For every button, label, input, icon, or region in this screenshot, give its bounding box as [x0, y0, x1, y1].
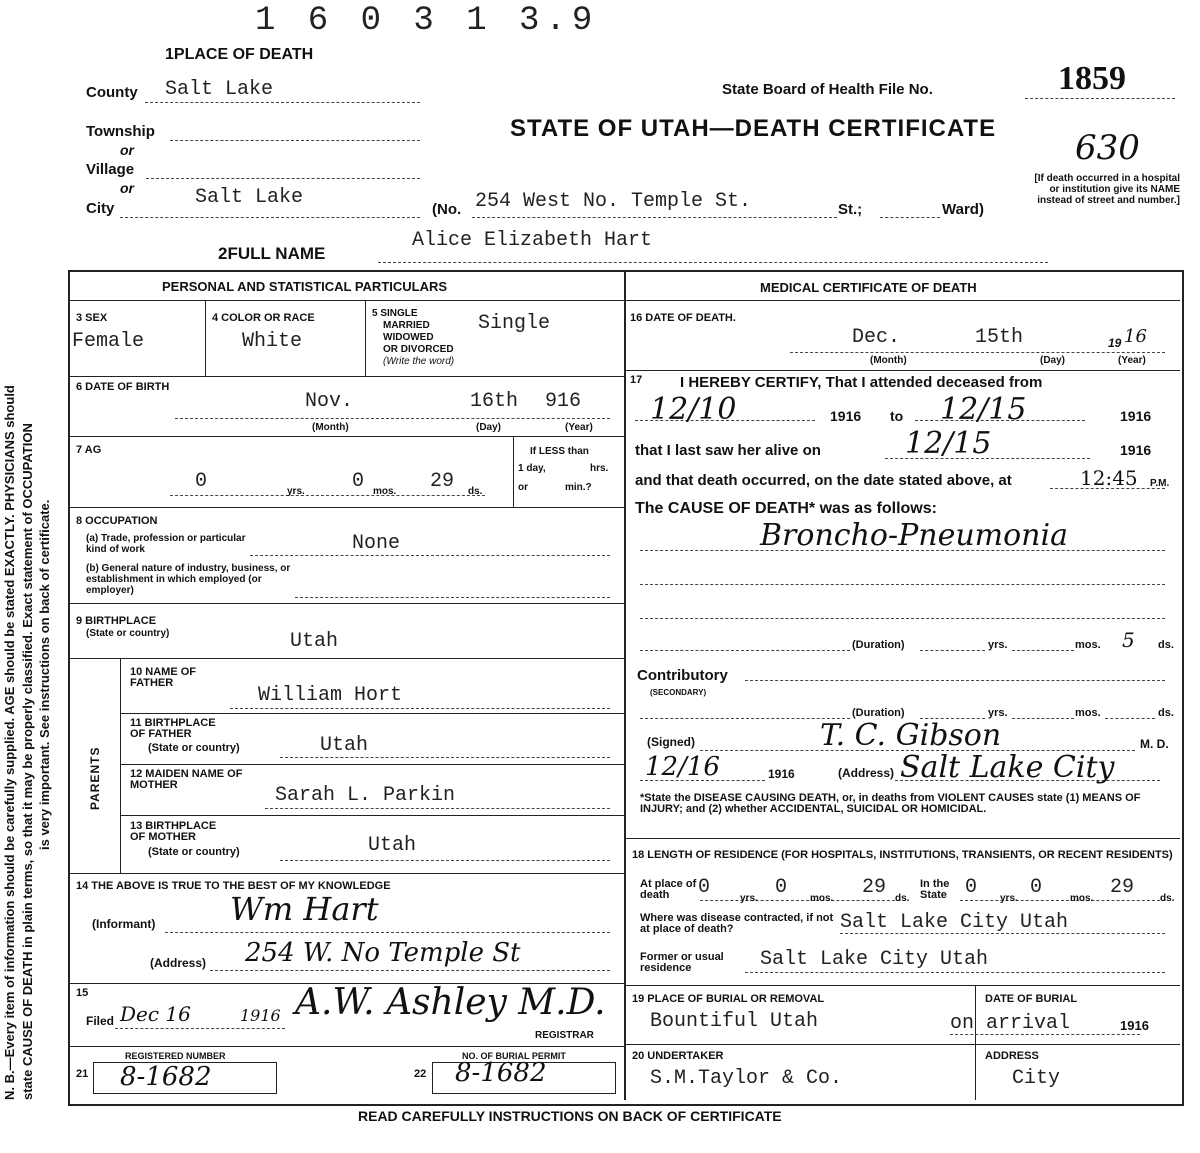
occ-value: None: [352, 532, 401, 555]
former-label: Former or usual residence: [640, 951, 724, 974]
informant-value: Wm Hart: [230, 890, 379, 928]
last-saw-text: that I last saw her alive on: [635, 442, 821, 459]
und-address-label: ADDRESS: [985, 1050, 1039, 1062]
contracted-value: Salt Lake City Utah: [840, 911, 1069, 934]
burial-date-label: DATE OF BURIAL: [985, 993, 1078, 1005]
res-place-ds-label: ds.: [895, 893, 910, 904]
duration-yrs-2: yrs.: [988, 707, 1008, 719]
cause-label: The CAUSE OF DEATH* was as follows:: [635, 500, 937, 517]
sex-label: 3 SEX: [76, 312, 108, 324]
dod-day-caption: (Day): [1040, 355, 1066, 366]
occupation-label: 8 OCCUPATION: [76, 515, 158, 527]
marital-label-divorced: OR DIVORCED: [383, 344, 454, 355]
res-state-mos-label: mos.: [1070, 893, 1094, 904]
county-label: County: [86, 84, 138, 101]
secondary-label: (SECONDARY): [650, 688, 707, 697]
min-label: min.?: [565, 482, 592, 493]
age-months: 0: [352, 470, 365, 493]
handwritten-number: 630: [1075, 128, 1140, 168]
item15-label: 15: [76, 987, 89, 999]
hrs-label: hrs.: [590, 463, 609, 474]
color-label: 4 COLOR OR RACE: [212, 312, 315, 324]
full-name-value: Alice Elizabeth Hart: [412, 229, 653, 252]
burial-label: 19 PLACE OF BURIAL OR REMOVAL: [632, 993, 825, 1005]
filed-label: Filed: [86, 1014, 115, 1028]
dod-label: 16 DATE OF DEATH.: [630, 312, 736, 324]
marital-label-write: (Write the word): [383, 356, 455, 367]
reg-number-label: REGISTERED NUMBER: [125, 1051, 226, 1061]
item21-label: 21: [76, 1068, 89, 1080]
footer-instructions: READ CAREFULLY INSTRUCTIONS ON BACK OF CERTIFICATE: [358, 1108, 782, 1124]
res-state-ds-label: ds.: [1160, 893, 1175, 904]
inf-address-value: 254 W. No Temple St: [245, 938, 521, 968]
residence-label: 18 LENGTH OF RESIDENCE (FOR HOSPITALS, INSTITUTIONS, TRANSIENTS, OR RECENT RESIDENTS): [632, 849, 1173, 861]
side-note-3: is very important. See instructions on back of certificate.: [37, 499, 52, 850]
city-value: Salt Lake: [195, 186, 304, 209]
personal-section-title: PERSONAL AND STATISTICAL PARTICULARS: [162, 279, 448, 294]
age-yrs-label: yrs.: [287, 486, 305, 497]
attended-to-year: 1916: [1120, 408, 1152, 424]
state-note: *State the DISEASE CAUSING DEATH, or, in deaths from VIOLENT CAUSES state (1) MEANS OF INJURY; and (2) whether ACCIDENTAL, SUICIDAL OR HOMICIDAL.: [640, 792, 1141, 815]
burial-value: Bountiful Utah: [650, 1010, 819, 1033]
parents-label: PARENTS: [88, 746, 102, 810]
burial-year: 1916: [1120, 1018, 1149, 1033]
signed-year: 1916: [768, 767, 795, 781]
dod-day: 15th: [975, 326, 1024, 349]
death-time-suffix: P.M.: [1150, 478, 1170, 489]
mother-birth-sub: (State or country): [148, 846, 240, 858]
hospital-note: [If death occurred in a hospital or institution give its NAME instead of street and number.]: [1034, 173, 1180, 206]
dod-year-prefix: 19: [1108, 336, 1122, 350]
age-mos-label: mos.: [373, 486, 397, 497]
father-birth-label: 11 BIRTHPLACE OF FATHER: [130, 717, 216, 740]
dob-month-caption: (Month): [312, 422, 349, 433]
birthplace-sub: (State or country): [86, 628, 170, 639]
city-label: City: [86, 200, 115, 217]
informant-label: (Informant): [92, 917, 156, 931]
res-place-ds: 29: [862, 876, 887, 899]
res-state-yrs: 0: [965, 876, 978, 899]
above-true-label: 14 THE ABOVE IS TRUE TO THE BEST OF MY KNOWLEDGE: [76, 880, 391, 892]
father-value: William Hort: [258, 684, 403, 707]
signed-label: (Signed): [647, 735, 695, 749]
dob-year-caption: (Year): [565, 422, 593, 433]
mother-birth-label: 13 BIRTHPLACE OF MOTHER: [130, 820, 217, 843]
title: STATE OF UTAH—DEATH CERTIFICATE: [510, 115, 997, 142]
filed-year: 1916: [240, 1006, 281, 1025]
at-place-label: At place of death: [640, 878, 697, 901]
stamp-number: 1 6 0 3 1 3.9: [255, 2, 599, 40]
burial-permit-label: NO. OF BURIAL PERMIT: [462, 1051, 566, 1061]
marital-label-single: 5 SINGLE: [372, 308, 418, 319]
res-place-yrs: 0: [698, 876, 711, 899]
ward-label: Ward): [942, 201, 984, 218]
dob-year: 916: [545, 390, 582, 413]
dob-month: Nov.: [305, 390, 354, 413]
dod-year-caption: (Year): [1118, 355, 1146, 366]
contributory-label: Contributory: [637, 667, 728, 684]
dob-label: 6 DATE OF BIRTH: [76, 381, 170, 393]
und-address-value: City: [1012, 1067, 1061, 1090]
marital-label-widowed: WIDOWED: [383, 332, 434, 343]
color-value: White: [242, 330, 303, 353]
father-birth-value: Utah: [320, 734, 369, 757]
address-no-prefix: (No.: [432, 201, 462, 218]
attended-from: 12/10: [650, 392, 737, 427]
one-day-label: 1 day,: [518, 463, 546, 474]
undertaker-label: 20 UNDERTAKER: [632, 1050, 724, 1062]
res-state-ds: 29: [1110, 876, 1135, 899]
signed-value: T. C. Gibson: [820, 718, 1002, 753]
township-label: Township: [86, 123, 155, 140]
res-state-mos: 0: [1030, 876, 1043, 899]
place-of-death-label: 1PLACE OF DEATH: [165, 46, 314, 63]
certify-text: I HEREBY CERTIFY, That I attended deceased from: [680, 374, 1043, 391]
duration-mos-1: mos.: [1075, 639, 1101, 651]
last-saw-year: 1916: [1120, 442, 1152, 458]
attended-from-year: 1916: [830, 408, 862, 424]
age-years: 0: [195, 470, 208, 493]
in-state-label: In the State: [920, 878, 950, 901]
birthplace-value: Utah: [290, 630, 339, 653]
item22-label: 22: [414, 1068, 427, 1080]
village-label: Village: [86, 161, 135, 178]
occ-a-label: (a) Trade, profession or particular kind of work: [86, 533, 246, 555]
dob-day: 16th: [470, 390, 519, 413]
occ-b-label: (b) General nature of industry, business, or establishment in which employed (or employer): [86, 563, 291, 596]
less-than-label: If LESS than: [530, 446, 589, 457]
signed-date: 12/16: [645, 752, 720, 782]
file-number: 1859: [1058, 60, 1126, 97]
death-time: 12:45: [1080, 466, 1138, 490]
res-place-yrs-label: yrs.: [740, 893, 758, 904]
marital-value: Single: [478, 312, 551, 335]
duration-days: 5: [1122, 628, 1135, 652]
undertaker-value: S.M.Taylor & Co.: [650, 1067, 843, 1090]
address-value: 254 West No. Temple St.: [475, 190, 752, 213]
burial-permit-value: 8-1682: [455, 1058, 547, 1088]
or-2: or: [120, 180, 134, 196]
duration-mos-2: mos.: [1075, 707, 1101, 719]
sig-address-label: (Address): [838, 766, 895, 780]
cause-value: Broncho-Pneumonia: [760, 518, 1068, 553]
side-note-1: N. B.—Every item of information should be carefully supplied. AGE should be stated EXACTLY. PHYSICIANS should: [2, 385, 17, 1100]
st-label: St.;: [838, 201, 863, 218]
duration-ds-1: ds.: [1158, 639, 1174, 651]
duration-yrs-1: yrs.: [988, 639, 1008, 651]
mother-label: 12 MAIDEN NAME OF MOTHER: [130, 768, 243, 791]
contracted-label: Where was disease contracted, if not at place of death?: [640, 912, 834, 935]
mother-value: Sarah L. Parkin: [275, 784, 456, 807]
father-label: 10 NAME OF FATHER: [130, 666, 197, 689]
duration-label-1: (Duration): [852, 639, 905, 651]
age-days: 29: [430, 470, 455, 493]
registrar-label: REGISTRAR: [535, 1030, 594, 1041]
marital-label-married: MARRIED: [383, 320, 430, 331]
attended-to: 12/15: [940, 392, 1027, 427]
or-label: or: [518, 482, 528, 493]
md-label: M. D.: [1140, 737, 1169, 751]
reg-number-value: 8-1682: [120, 1062, 212, 1092]
death-occurred-text: and that death occurred, on the date stated above, at: [635, 472, 1012, 489]
duration-ds-2: ds.: [1158, 707, 1174, 719]
former-value: Salt Lake City Utah: [760, 948, 989, 971]
age-ds-label: ds.: [468, 486, 483, 497]
duration-label-2: (Duration): [852, 707, 905, 719]
sig-address-value: Salt Lake City: [900, 750, 1115, 785]
county-value: Salt Lake: [165, 78, 274, 101]
registrar-signature: A.W. Ashley M.D.: [295, 982, 606, 1023]
sex-value: Female: [72, 330, 145, 353]
to-label: to: [890, 408, 904, 424]
inf-address-label: (Address): [150, 956, 207, 970]
dod-month-caption: (Month): [870, 355, 907, 366]
item17-label: 17: [630, 374, 643, 386]
res-place-mos-label: mos.: [810, 893, 834, 904]
full-name-label: 2FULL NAME: [218, 244, 326, 263]
birthplace-label: 9 BIRTHPLACE: [76, 615, 157, 627]
filed-value: Dec 16: [120, 1002, 191, 1026]
dod-year: 16: [1124, 326, 1147, 347]
or-1: or: [120, 142, 134, 158]
res-state-yrs-label: yrs.: [1000, 893, 1018, 904]
side-note-2: state CAUSE OF DEATH in plain terms, so that it may be properly classified. Exact statement of OCCUPATION: [20, 423, 35, 1100]
mother-birth-value: Utah: [368, 834, 417, 857]
burial-date-value: on arrival: [950, 1012, 1071, 1035]
last-saw-date: 12/15: [905, 426, 992, 461]
father-birth-sub: (State or country): [148, 742, 240, 754]
file-label: State Board of Health File No.: [722, 81, 933, 98]
age-label: 7 AG: [76, 444, 102, 456]
dob-day-caption: (Day): [476, 422, 502, 433]
medical-section-title: MEDICAL CERTIFICATE OF DEATH: [760, 280, 977, 295]
res-place-mos: 0: [775, 876, 788, 899]
dod-month: Dec.: [852, 326, 901, 349]
